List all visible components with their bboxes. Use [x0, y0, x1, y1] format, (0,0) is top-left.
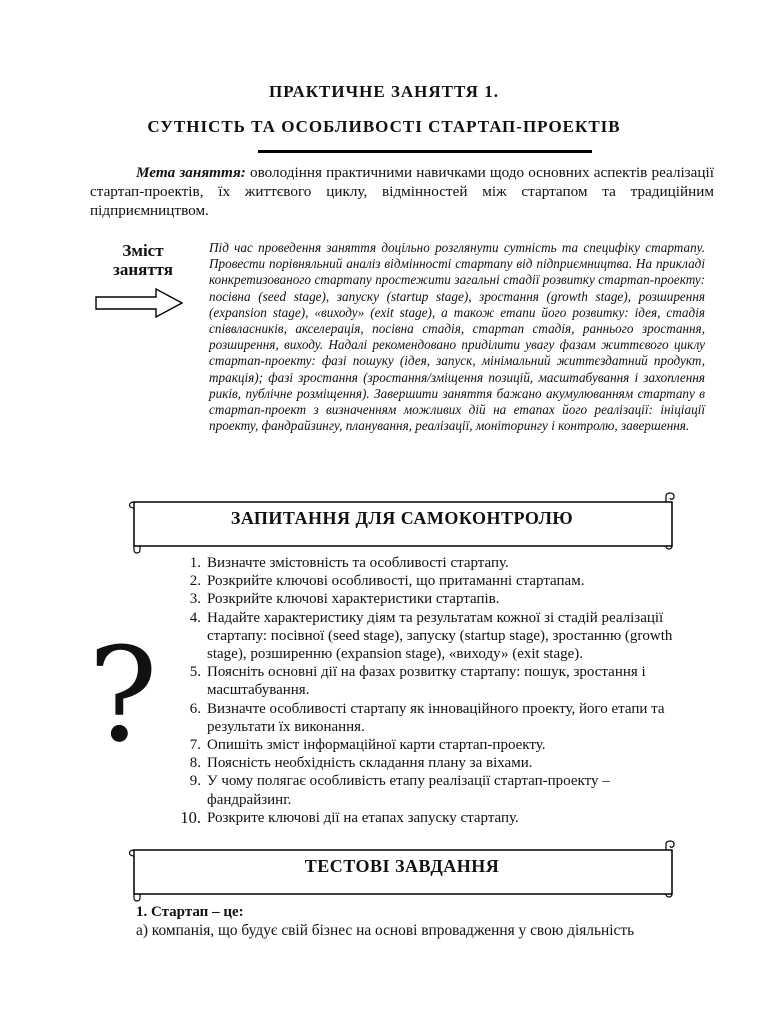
page-title: ПРАКТИЧНЕ ЗАНЯТТЯ 1. [269, 82, 499, 101]
list-item: 4. Надайте характеристику діям та результатам кожної зі стадій реалізації стартапу: посівної (seed stage), запуску (startup stage), зростанню (growth stage), розширенню (expansion stage), «виходу» (exit stage). [189, 609, 673, 663]
list-item: 2. Розкрийте ключові особливості, що притаманні стартапам. [189, 573, 585, 590]
goal-label: Мета заняття: [136, 164, 246, 181]
list-item: 6. Визначте особливості стартапу як інноваційного проекту, його етапи та результати їх виконання. [189, 700, 665, 735]
content-label: Зміст заняття [113, 241, 173, 279]
right-arrow-icon [94, 287, 186, 319]
goal-text: оволодіння практичними навичками щодо основних аспектів реалізації стартап-проектів, їх життєвого циклу, відмінностей між стартапом та традиційним підприємництвом. [90, 164, 714, 219]
list-item: 10. Розкрите ключові дії на етапах запуску стартапу. [180, 807, 519, 827]
tests-title: ТЕСТОВІ ЗАВДАННЯ [304, 856, 500, 876]
questions-list [170, 554, 690, 827]
list-item: 1. Визначте змістовність та особливості стартапу. [189, 555, 509, 571]
lesson-goal [90, 163, 714, 220]
list-item: 7. Опишіть зміст інформаційної карти стартап-проекту. [189, 737, 546, 754]
page-subtitle: СУТНІСТЬ ТА ОСОБЛИВОСТІ СТАРТАП-ПРОЕКТІВ [147, 117, 621, 136]
tests-banner [126, 840, 678, 904]
list-item: 8. Поясність необхідність складання плану за віхами. [189, 755, 533, 772]
content-description: Під час проведення заняття доцільно розглянути сутність та специфіку стартапу. Провести порівняльний аналіз відмінності стартапу від підприємництва. На прикладі конкретизованого стартапу простежити загальні стадії розвитку стартап-проекту: посівна (seed stage), запуску (startup stage), зростання (growth stage), розширення (expansion stage), «виходу» (exit stage), а також етапи його розвитку: ідея, стадія співвласників, акселерація, посівна стадія, стартап стадія, раннього зростання, розширення, виходу. Надалі рекомендовано приділити увагу фазам життєвого циклу стартап-проекту: фазі пошуку (ідея, запуск, мінімальний життєздатний продукт, тракція); фазі зростання (зростання/зміщення позицій, масштабування і захоплення риків, публічне розміщення). Завершити заняття бажано акумулюванням стартапу в стартап-проект з визначенням можливих дій на етапах його реалізації: ініціації проекту, фандрайзингу, планування, реалізації, моніторингу і контролю, завершення. [209, 240, 705, 434]
self-control-title: ЗАПИТАННЯ ДЛЯ САМОКОНТРОЛЮ [230, 508, 574, 528]
list-item: 3. Розкрийте ключові характеристики стартапів. [189, 591, 500, 608]
list-item: 9. У чому полягає особливість етапу реалізації стартап-проекту – фандрайзинг. [189, 773, 610, 808]
test-answer-a: а) компанія, що будує свій бізнес на основі впровадження у свою діяльність [136, 922, 635, 939]
list-item: 5. Поясніть основні дії на фазах розвитку стартапу: пошук, зростання і масштабування. [189, 664, 646, 699]
test-question-1: 1. Стартап – це: [136, 904, 244, 920]
self-control-banner [126, 492, 678, 556]
title-underline [258, 150, 592, 153]
question-mark-icon: ? [88, 619, 158, 771]
